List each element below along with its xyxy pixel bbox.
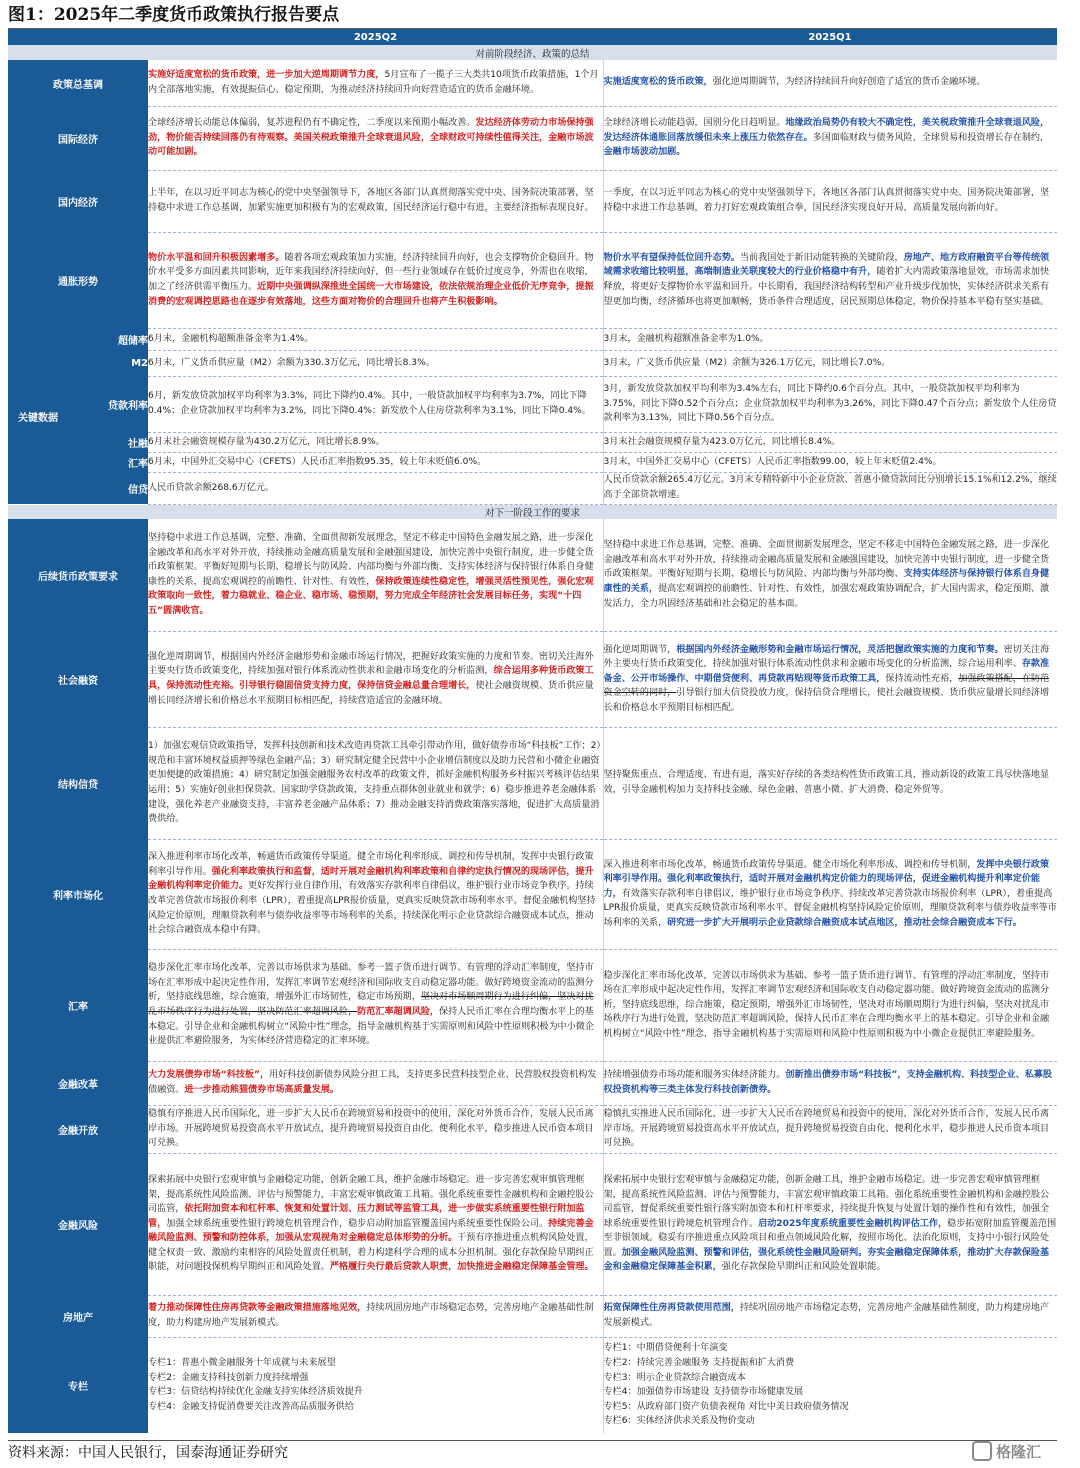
text-segment: 多国面临财政与债务风险，全球贸易和投资增长存在制约，: [812, 132, 1050, 143]
text-segment: 加强全球系统重要性银行跨境危机管理合作，稳步启动附加监管覆盖国内系统重要性保险公司。: [166, 1218, 549, 1229]
text-segment: 随着扩大内需政策落地显效，市场需求加快释放，将更好支撑物价水平温和回升。中长期看，我国经济结构转型和产业升级步伐加快，实体经济供求关系有望更加均衡，经济循环也将更加顺畅，货币条件合理适度，居民预期总体稳定，物价保持基本平稳有坚实基础。: [603, 267, 1050, 307]
cell-inflation-q2: [148, 232, 603, 328]
text-segment: 稳慎扎实推进人民币国际化，进一步扩大人民币在跨境贸易和投资中的使用，深化对外货币合作，发展人民币离岸市场。开展跨境贸易投资高水平开放试点，提升跨境贸易投资自由化、便利化水平，稳步推进人民币资本项目可兑换。: [603, 1109, 1050, 1149]
text-segment: 启动2025年度系统重要性金融机构评估工作，: [758, 1218, 948, 1229]
cell-lpr-q2: [148, 839, 603, 949]
row-label-column: 专栏: [8, 1337, 148, 1433]
text-segment: 物价水平有望保持低位回升态势。: [603, 252, 740, 263]
row-label-risk: 金融风险: [8, 1153, 148, 1295]
sublabel-credit: 信贷: [68, 472, 148, 504]
row-label-fxr: 汇率: [8, 949, 148, 1061]
cell-fx-q1: 3月末，中国外汇交易中心（CFETS）人民币汇率指数99.00，较上年末贬值2.4%。: [603, 452, 1057, 472]
cell-social-q2: [148, 631, 603, 727]
text-segment: 近期中央强调纵深推进全国统一大市场建设，依法依规治理企业低价无序竞争，提振消费的宏观调控思路也在逐步有效落地，这些方面对物价的合理回升也将产生积极影响。: [148, 282, 594, 307]
text-segment: 引导银行加大信贷投放力度，保持信贷合理增长，使社会融资规模、货币供应量增长同经济增长和价格总水平预期目标相匹配。: [603, 688, 1050, 713]
text-segment: 金融市场波动加剧。: [603, 147, 686, 158]
text-segment: 一季度，在以习近平同志为核心的党中央坚强领导下，各地区各部门认真贯彻落实党中央、国务院决策部署，坚持稳中求进工作总基调，着力打好宏观政策组合拳，国民经济实现良好开局，高质量发展向新向好。: [603, 188, 1050, 213]
cell-afre-q2: 6月末社会融资规模存量为430.2万亿元，同比增长8.9%。: [148, 432, 603, 452]
text-segment: 提高宏观调控的前瞻性、针对性、有效性，加强宏观政策协调配合，扩大国内需求，稳定预期、激发活力，全力巩固经济基础和社会稳定的基本面。: [603, 584, 1050, 609]
cell-domestic-q1: [603, 170, 1057, 232]
text-segment: 拓宽保障性住房再贷款使用范围，: [603, 1303, 740, 1314]
cell-future-q1: [603, 519, 1057, 631]
row-label-future: 后续货币政策要求: [8, 519, 148, 631]
text-segment: 更好发挥行业自律作用，有效落实存款利率自律倡议，维护银行业市场竞争秩序。持续改革完善贷款市场报价利率（LPR），着重提高LPR报价质量，更真实反映贷款市场利率水平。督促金融机构坚持风险定价原则，理顺贷款利率与债券收益率等市场利率的关系，持续深化明示企业贷款综合融资成本试点，推动社会综合融资成本稳中有降。: [148, 881, 596, 936]
text-segment: 随着各项宏观政策加力实施，经济持续回升向好，也会支撑物价企稳回升。物价水平受多方面因素共同影响，近年来我国经济持续向好，但一些行业领域存在低价过度竞争，外需也在收缩，加之了经济供需平衡压力。: [148, 252, 594, 292]
row-label-estate: 房地产: [8, 1295, 148, 1337]
text-segment: 强化存款保险早期纠正和风险处置职能。: [721, 1262, 886, 1273]
text-segment: 持续完善金融风险监测、预警和防控体系，加强从宏观视角对金融稳定总体形势的分析。: [148, 1218, 594, 1244]
text-segment: 坚持稳中求进工作总基调，完整、准确、全面贯彻新发展理念，坚定不移走中国特色金融发展之路，进一步深化金融改革和高水平对外开放，持续推动金融高质量发展和金融强国建设，加快完善中央银行制度，进一步健全货币政策框架。平衡好短期与长期、稳增长与防风险、内部均衡与外部均衡、支持实体经济与保持银行体系自身健康性的关系，提高宏观调控的前瞻性、针对性、有效性，: [148, 532, 594, 587]
text-segment: 依托附加资本和杠杆率、恢复和处置计划、压力测试等监管工具，进一步做实系统重要性银行附加监管，: [148, 1204, 585, 1229]
column-item: 专栏4：金融支持促消费要关注改善高品质服务供给: [148, 1401, 354, 1412]
cell-reform-q1: [603, 1061, 1057, 1105]
cell-column-q1: [603, 1337, 1057, 1433]
cell-fx-q2: 6月末，中国外汇交易中心（CFETS）人民币汇率指数95.35，较上年末贬值6.0%。: [148, 452, 603, 472]
text-segment: 严格履行央行最后贷款人职责，加快推进金融稳定保障基金管理。: [329, 1262, 594, 1273]
cell-fxr-q1: [603, 949, 1057, 1061]
text-segment: 1）加强宏观信贷政策指导，发挥科技创新和技术改造再贷款工具牵引带动作用，做好债券市场“科技板”工作；2）规范和丰富环境权益质押等绿色金融产品；3）研究制定健全民营中小企业增信制度以及助力民营和小微企业融资更加便捷的政策措施；4）研究制定加强金融服务农村改革的政策文件，抓好金融机构服务乡村振兴考核评估结果运用；5）实施好创业担保贷款、国家助学贷款政策，支持重点群体创业就业和就学；6）稳步推进养老金融体系建设，强化养老产业融资支持，丰富养老金融产品体系；7）推动金融支持消费政策落实落地，促进扩大高质量消费供给。: [148, 741, 601, 825]
text-segment: 当前我国处于新旧动能转换的关键阶段，: [739, 252, 904, 263]
text-segment: 持续巩固房地产市场稳定态势，完善房地产金融基础性制度，助力构建房地产发展新模式。: [148, 1303, 594, 1328]
text-segment: 进一步推动熊猫债券市场高质量发展。: [184, 1085, 339, 1095]
cell-struct-q1: [603, 727, 1057, 839]
text-segment: 保持流动性充裕，: [885, 673, 959, 684]
text-segment: 发挥中央银行政策利率引导作用。强化利率政策执行，适时开展对金融机构定价能力的现场评估，促进金融机构提升利率定价能力，: [603, 859, 1050, 899]
cell-inflation-q1: [603, 232, 1057, 328]
row-label-domestic: 国内经济: [8, 170, 148, 232]
text-segment: 全球经济增长动能趋弱，国别分化日趋明显。: [603, 118, 786, 129]
cell-afre-q1: 3月末社会融资规模存量为423.0万亿元，同比增长8.4%。: [603, 432, 1057, 452]
row-label-key: 关键数据: [8, 328, 68, 504]
row-label-reform: 金融改革: [8, 1061, 148, 1105]
cell-estate-q2: [148, 1295, 603, 1337]
header-q1: 2025Q1: [603, 29, 1057, 45]
text-segment: 持续巩固房地产市场稳定态势，完善房地产金融基础性制度，助力构建房地产发展新模式。: [603, 1303, 1050, 1328]
row-label-policy: 政策总基调: [8, 60, 148, 106]
text-segment: 强化逆周期调节，为经济持续回升向好创造了适宜的货币金融环境。: [712, 77, 986, 88]
sublabel-m2: M2: [68, 350, 148, 376]
text-segment: 密切关注海外主要央行货币政策变化，持续加强对银行体系流动性供求和金融市场变化的分析监测，综合运用利率、: [603, 644, 1050, 670]
column-item: 专栏2：金融支持科技创新力度持续增强: [148, 1372, 309, 1383]
text-segment: 强化逆周期调节，: [603, 644, 677, 655]
text-segment: 使社会融资规模、货币供应量增长同经济增长和价格总水平预期目标相匹配，持续营造适宜的金融环境。: [148, 681, 594, 706]
text-segment: 用好科技创新债券风险分担工具，支持更多民营科技型企业、民营股权投资机构发债融资。: [148, 1070, 597, 1095]
text-segment: 上半年，在以习近平同志为核心的党中央坚强领导下，各地区各部门认真贯彻落实党中央、国务院决策部署，坚持稳中求进工作总基调，加紧实施更加积极有为的宏观政策，国民经济运行稳中有进，主要经济指标表现良好。: [148, 188, 594, 213]
row-label-lpr: 利率市场化: [8, 839, 148, 949]
cell-m2-q2: 6月末，广义货币供应量（M2）余额为330.3万亿元，同比增长8.3%。: [148, 350, 603, 376]
sublabel-rate: 贷款利率: [68, 376, 148, 432]
text-segment: 综合运用多种货币政策工具，保持流动性充裕。引导银行稳固信贷支持力度，保持信贷金融总量合理增长，: [148, 666, 594, 691]
section-summary: 对前阶段经济、政策的总结: [8, 45, 1057, 60]
cell-credit-q1: 人民币贷款余额265.4万亿元。3月末专精特新中小企业贷款、普惠小微贷款同比分别增长15.1%和12.2%，继续高于全部贷款增速。: [603, 472, 1057, 504]
row-label-social: 社会融资: [8, 631, 148, 727]
column-item: 专栏4：加强债券市场建设 支持债券市场健康发展: [603, 1387, 804, 1398]
text-segment: 物价水平温和回升积极因素增多。: [148, 252, 285, 263]
text-segment: 存款准备金、公开市场操作、中期借贷便利、再贷款再贴现等货币政策工具，: [603, 659, 1050, 684]
sublabel-rrr: 超储率: [68, 328, 148, 350]
cell-struct-q2: [148, 727, 603, 839]
cell-reform-q2: [148, 1061, 603, 1105]
cell-domestic-q2: [148, 170, 603, 232]
corner-cell: [8, 29, 148, 45]
text-segment: 加强政策搭配，在防范资金空转的同时，: [603, 673, 1050, 699]
text-segment: 稳步拓宽附加监管覆盖范围至非银领域。稳妥有序推进重点风险项目和重点领域风险化解，按照市场化、法治化原则，支持中小银行风险处置。: [603, 1218, 1057, 1258]
text-segment: 防范汇率超调风险，: [357, 1007, 440, 1017]
text-segment: 强化利率政策执行和监督，适时开展对金融机构利率政策和自律约定执行情况的现场评估，提升金融机构利率定价能力。: [148, 866, 594, 892]
watermark-text: 格隆汇: [996, 1443, 1042, 1461]
cell-policy-q1: [603, 60, 1057, 106]
cell-lpr-q1: [603, 839, 1057, 949]
cell-rate-q2: 6月，新发放贷款加权平均利率为3.3%，同比下降约0.4%。其中，一般贷款加权平均利率为3.7%，同比下降0.4%；企业贷款加权平均利率为3.2%，同比下降0.4%；新发放个人住房贷款利率为3.1%，同比下降0.4%。: [148, 376, 603, 432]
header-q2: 2025Q2: [148, 29, 603, 45]
text-segment: 发达经济体劳动力市场保持强劲，物价能否持续回落仍有待观察。美国关税政策推升全球衰退风险，全球财政可持续性值得关注，金融市场波动可能加剧。: [148, 118, 594, 158]
cell-social-q1: [603, 631, 1057, 727]
text-segment: 创新推出债券市场“科技板”，支持金融机构、科技型企业、私募股权投资机构等三类主体发行科技创新债券。: [603, 1070, 1052, 1095]
cell-policy-q2: [148, 60, 603, 106]
source-note: 资料来源：中国人民银行，国泰海通证券研究: [8, 1445, 288, 1461]
cell-opening-q1: [603, 1105, 1057, 1153]
text-segment: 地缘政治局势仍有较大不确定性，美关税政策推升全球衰退风险，发达经济体通胀回落放缓但未来上涨压力依然存在。: [603, 118, 1050, 143]
text-segment: 房地产、地方政府融资平台等传统领域需求收缩比较明显，高端制造业关联度较大的行业价格稳中有升，: [603, 252, 1050, 278]
text-segment: 支持实体经济与保持银行体系自身健康性的关系，: [603, 569, 1050, 595]
text-segment: 实施适度宽松的货币政策，: [603, 77, 713, 88]
text-segment: 有效落实存款利率自律倡议，维护银行业市场竞争秩序。持续改革完善贷款市场报价利率（LPR），着重提高LPR报价质量，更真实反映贷款市场利率水平。督促金融机构坚持风险定价原则，理顺贷款利率与债券收益率等市场利率的关系，: [603, 888, 1057, 928]
text-segment: 5月宣布了一揽子三大类共10项货币政策措施，1个月内全部落地实施，有效提振信心、稳定预期，为推动经济持续回升向好营造适宜的货币金融环境。: [148, 70, 599, 95]
text-segment: 持续增强债券市场功能和服务实体经济能力。: [603, 1070, 786, 1081]
column-item: 专栏1：普惠小微金融服务十年成就与未来展望: [148, 1358, 336, 1369]
row-label-inflation: 通胀形势: [8, 232, 148, 328]
text-segment: 保持人民币汇率在合理均衡水平上的基本稳定。引导企业和金融机构树立“风险中性”理念，指导金融机构基于实需原则和风险中性原则积极为中小微企业提供汇率避险服务，为实体经济营造稳定的汇率环境。: [148, 1007, 594, 1047]
text-segment: 稳步深化汇率市场化改革，完善以市场供求为基础、参考一篮子货币进行调节、有管理的浮动汇率制度，坚持市场在汇率形成中起决定性作用，发挥汇率调节宏观经济和国际收支自动稳定器功能。做好跨境资金流动的监测分析，坚持底线思维，综合施策，稳定预期，增强外汇市场韧性，坚决对市场顺周期行为进行纠偏，坚决对扰乱市场秩序行为进行处置，坚决防范汇率超调风险，保持人民币汇率在合理均衡水平上的基本稳定。引导企业和金融机构树立“风险中性”理念，指导金融机构基于实需原则和风险中性原则积极为中小微企业提供汇率避险服务。: [603, 970, 1050, 1039]
cell-m2-q1: 3月末，广义货币供应量（M2）余额为326.1万亿元，同比增长7.0%。: [603, 350, 1057, 376]
column-item: 专栏3：明示企业贷款综合融资成本: [603, 1372, 746, 1383]
text-segment: 深入推进利率市场化改革，畅通货币政策传导渠道。健全市场化利率形成、调控和传导机制，: [603, 859, 977, 870]
cell-rrr-q2: 6月末，金融机构超额准备金率为1.4%。: [148, 328, 603, 350]
column-item: 专栏2：持续完善金融服务 支持提振和扩大消费: [603, 1358, 795, 1369]
cell-rate-q1: 3月，新发放贷款加权平均利率为3.4%左右，同比下降约0.6个百分点。其中，一般贷款加权平均利率为3.75%，同比下降0.52个百分点；企业贷款加权平均利率为3.26%，同比下降0.47个百分点；新发放个人住房贷款利率为3.13%，同比下降0.56个百分点。: [603, 376, 1057, 432]
watermark-logo-icon: [972, 1441, 992, 1461]
row-label-intl: 国际经济: [8, 106, 148, 170]
text-segment: 干预有序推进重点机构风险处置，健全权责一致、激励约束相容的风险处置责任机制，着力构建科学合理的成本分担机制。强化存款保险早期纠正职能，对问题投保机构早期纠正和风险处置。: [148, 1233, 594, 1273]
figure-title: 图1：2025年二季度货币政策执行报告要点: [8, 5, 340, 25]
cell-column-q2: [148, 1337, 603, 1433]
text-segment: 坚决对市场顺周期行为进行纠偏，坚决对扰乱市场秩序行为进行处置，坚决防范汇率超调风险，: [148, 992, 594, 1017]
cell-risk-q1: [603, 1153, 1057, 1295]
cell-fxr-q2: [148, 949, 603, 1061]
row-label-struct: 结构信贷: [8, 727, 148, 839]
text-segment: 加强金融风险监测、预警和评估，强化系统性金融风险研判。夯实金融稳定保障体系，推动扩大存款保险基金和金融稳定保障基金积累，: [603, 1247, 1050, 1273]
text-segment: 稳步深化汇率市场化改革，完善以市场供求为基础、参考一篮子货币进行调节、有管理的浮动汇率制度，坚持市场在汇率形成中起决定性作用，发挥汇率调节宏观经济和国际收支自动稳定器功能。做好跨境资金流动的监测分析，坚持底线思维，综合施策，增强外汇市场韧性，稳定市场预期，: [148, 963, 594, 1003]
summary-table: [8, 29, 1057, 1433]
text-segment: 深入推进利率市场化改革，畅通货币政策传导渠道。健全市场化利率形成、调控和传导机制，发挥中央银行政策利率引导作用。: [148, 852, 594, 877]
text-segment: 保持政策连续性稳定性，增强灵活性预见性，强化宏观政策取向一致性，着力稳就业、稳企业、稳市场、稳预期，努力完成全年经济社会发展目标任务，实现“十四五”圆满收官。: [148, 576, 594, 616]
text-segment: 强化逆周期调节，根据国内外经济金融形势和金融市场运行情况，把握好政策实施的力度和节奏。密切关注海外主要央行货币政策变化，持续加强对银行体系流动性供求和金融市场变化的分析监测，: [148, 651, 594, 677]
section-next: 对下一阶段工作的要求: [8, 504, 1057, 519]
cell-future-q2: [148, 519, 603, 631]
watermark: [972, 1440, 1041, 1464]
text-segment: 着力推动保障性住房再贷款等金融政策措施落地见效，: [148, 1303, 367, 1314]
text-segment: 坚持聚焦重点、合理适度、有进有退，落实好存续的各类结构性货币政策工具，推动新设的政策工具尽快落地显效，引导金融机构加力支持科技金融、绿色金融、普惠小微、扩大消费、稳定外贸等。: [603, 770, 1050, 795]
text-segment: 稳慎有序推进人民币国际化，进一步扩大人民币在跨境贸易和投资中的使用，深化对外货币合作，发展人民币离岸市场。开展跨境贸易投资高水平开放试点，提升跨境贸易投资自由化、便利化水平，稳步推进人民币资本项目可兑换。: [148, 1109, 594, 1149]
column-item: 专栏3：信贷结构持续优化金融支持实体经济质效提升: [148, 1387, 363, 1398]
column-item: 专栏6：实体经济供求关系及物价变动: [603, 1416, 755, 1427]
sublabel-afre: 社融: [68, 432, 148, 452]
text-segment: 大力发展债券市场“科技板”，: [148, 1070, 270, 1081]
cell-credit-q2: 人民币贷款余额268.6万亿元。: [148, 472, 603, 504]
cell-intl-q2: [148, 106, 603, 170]
cell-estate-q1: [603, 1295, 1057, 1337]
cell-opening-q2: [148, 1105, 603, 1153]
row-label-opening: 金融开放: [8, 1105, 148, 1153]
text-segment: 坚持稳中求进工作总基调，完整、准确、全面贯彻新发展理念，坚定不移走中国特色金融发展之路，进一步深化金融改革和高水平对外开放，持续推动金融高质量发展和金融强国建设，加快完善中央银行制度，进一步健全货币政策框架。平衡好短期与长期、稳增长与防风险、内部均衡与外部均衡、: [603, 540, 1050, 580]
column-item: 专栏5：从政府部门资产负债表视角 对比中美日政府债务情况: [603, 1401, 849, 1412]
sublabel-fx: 汇率: [68, 452, 148, 472]
cell-intl-q1: [603, 106, 1057, 170]
text-segment: 全球经济增长动能总体偏弱，复苏进程仍有不确定性，二季度以来预期小幅改善。: [148, 118, 476, 129]
text-segment: 实施好适度宽松的货币政策，进一步加大逆周期调节力度，: [148, 70, 385, 81]
text-segment: 探索拓展中央银行宏观审慎与金融稳定功能，创新金融工具，维护金融市场稳定。进一步完善宏观审慎管理框架，提高系统性风险监测、评估与预警能力，丰富宏观审慎政策工具箱。强化系统重要性金融机构和金融控股公司监管，督促系统重要性银行落实附加资本和杠杆率要求，持续提升恢复与处置计划的操作性和有效性，加强全球系统重要性银行跨境危机管理合作。: [603, 1174, 1050, 1229]
text-segment: 探索拓展中央银行宏观审慎与金融稳定功能，创新金融工具，维护金融市场稳定。进一步完善宏观审慎管理框架，提高系统性风险监测、评估与预警能力，丰富宏观审慎政策工具箱。强化系统重要性金融机构和金融控股公司监管，: [148, 1174, 594, 1215]
cell-risk-q2: [148, 1153, 603, 1295]
text-segment: 根据国内外经济金融形势和金融市场运行情况，灵活把握政策实施的力度和节奏。: [676, 644, 1004, 655]
column-item: 专栏1：中期借贷便利十年演变: [603, 1343, 728, 1354]
text-segment: 研究进一步扩大开展明示企业贷款综合融资成本试点地区，推动社会综合融资成本下行。: [667, 917, 1022, 928]
cell-rrr-q1: 3月末，金融机构超额准备金率为1.0%。: [603, 328, 1057, 350]
